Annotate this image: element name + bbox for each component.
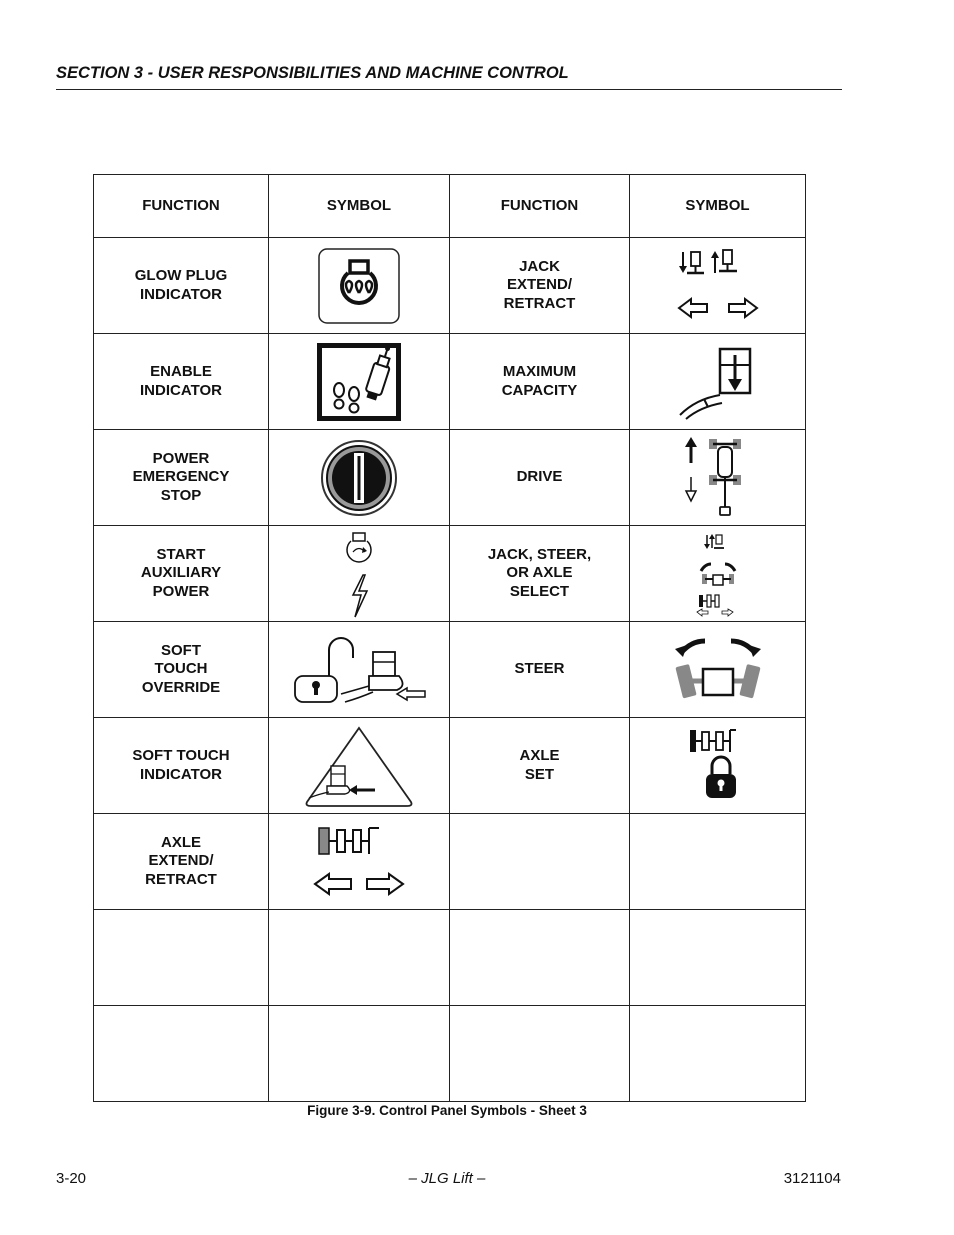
function-label: AXLE SET xyxy=(519,747,560,783)
function-cell xyxy=(450,526,630,622)
soft-touch-override-icon xyxy=(289,632,429,708)
function-label: JACK, STEER, OR AXLE SELECT xyxy=(487,545,592,600)
function-cell xyxy=(450,1006,630,1102)
header-symbol-left: SYMBOL xyxy=(269,175,450,238)
function-cell xyxy=(450,334,630,430)
symbol-cell xyxy=(630,1006,806,1102)
table-row xyxy=(94,526,806,622)
steer-icon xyxy=(673,635,763,705)
control-panel-symbols-table xyxy=(93,174,806,1102)
symbol-cell xyxy=(269,334,450,430)
header-function-left: FUNCTION xyxy=(94,175,269,238)
footer-center-text: – JLG Lift – xyxy=(408,1170,486,1187)
function-cell xyxy=(94,1006,269,1102)
symbol-cell xyxy=(630,622,806,718)
symbol-cell xyxy=(269,1006,450,1102)
table-row xyxy=(94,910,806,1006)
function-cell xyxy=(450,910,630,1006)
table-header-row xyxy=(94,175,806,238)
document-number: 3121104 xyxy=(783,1170,841,1187)
page-number: 3-20 xyxy=(56,1170,87,1187)
function-cell xyxy=(450,814,630,910)
function-cell xyxy=(450,430,630,526)
table-row xyxy=(94,430,806,526)
function-label: JACK EXTEND/ RETRACT xyxy=(503,257,576,312)
symbol-cell xyxy=(269,430,450,526)
jack-steer-axle-select-icon xyxy=(693,531,743,617)
jack-extend-retract-icon xyxy=(673,248,763,324)
function-cell xyxy=(450,622,630,718)
table-row xyxy=(94,814,806,910)
table-row xyxy=(94,718,806,814)
function-label: ENABLE INDICATOR xyxy=(140,363,222,399)
header-function-right: FUNCTION xyxy=(450,175,630,238)
function-label: STEER xyxy=(514,660,565,678)
figure-caption: Figure 3-9. Control Panel Symbols - Sheet 3 xyxy=(307,1103,587,1118)
function-label: SOFT TOUCH OVERRIDE xyxy=(141,641,221,696)
function-label: START AUXILIARY POWER xyxy=(140,545,222,600)
symbol-cell xyxy=(269,526,450,622)
emergency-stop-icon xyxy=(319,438,399,518)
function-cell xyxy=(94,718,269,814)
symbol-cell xyxy=(630,238,806,334)
axle-extend-retract-icon xyxy=(311,822,407,902)
function-cell xyxy=(94,238,269,334)
symbol-cell xyxy=(269,718,450,814)
glow-plug-icon xyxy=(317,247,401,325)
function-cell xyxy=(450,718,630,814)
symbol-cell xyxy=(630,814,806,910)
function-label: POWER EMERGENCY STOP xyxy=(132,449,230,504)
function-cell xyxy=(94,430,269,526)
section-header: SECTION 3 - USER RESPONSIBILITIES AND MACHINE CONTROL xyxy=(56,64,842,90)
symbol-cell xyxy=(269,238,450,334)
symbol-cell xyxy=(630,718,806,814)
function-cell xyxy=(94,334,269,430)
symbol-cell xyxy=(269,622,450,718)
symbol-cell xyxy=(269,910,450,1006)
axle-set-icon xyxy=(686,726,750,806)
symbol-cell xyxy=(630,430,806,526)
soft-touch-indicator-icon xyxy=(301,724,417,808)
header-symbol-right: SYMBOL xyxy=(630,175,806,238)
function-cell xyxy=(450,238,630,334)
symbol-cell xyxy=(269,814,450,910)
function-cell xyxy=(94,526,269,622)
maximum-capacity-icon xyxy=(676,343,760,421)
function-label: AXLE EXTEND/ RETRACT xyxy=(145,833,217,888)
function-cell xyxy=(94,814,269,910)
enable-indicator-icon xyxy=(316,342,402,422)
symbol-cell xyxy=(630,526,806,622)
symbol-cell xyxy=(630,910,806,1006)
table-row xyxy=(94,1006,806,1102)
start-auxiliary-power-icon xyxy=(329,529,389,619)
function-label: GLOW PLUG INDICATOR xyxy=(134,267,228,303)
table-row xyxy=(94,238,806,334)
drive-icon xyxy=(683,437,753,519)
symbol-cell xyxy=(630,334,806,430)
function-label: DRIVE xyxy=(516,468,563,486)
function-label: SOFT TOUCH INDICATOR xyxy=(132,747,230,783)
function-label: MAXIMUM CAPACITY xyxy=(501,363,578,399)
function-cell xyxy=(94,910,269,1006)
function-cell xyxy=(94,622,269,718)
table-row xyxy=(94,334,806,430)
table-row xyxy=(94,622,806,718)
